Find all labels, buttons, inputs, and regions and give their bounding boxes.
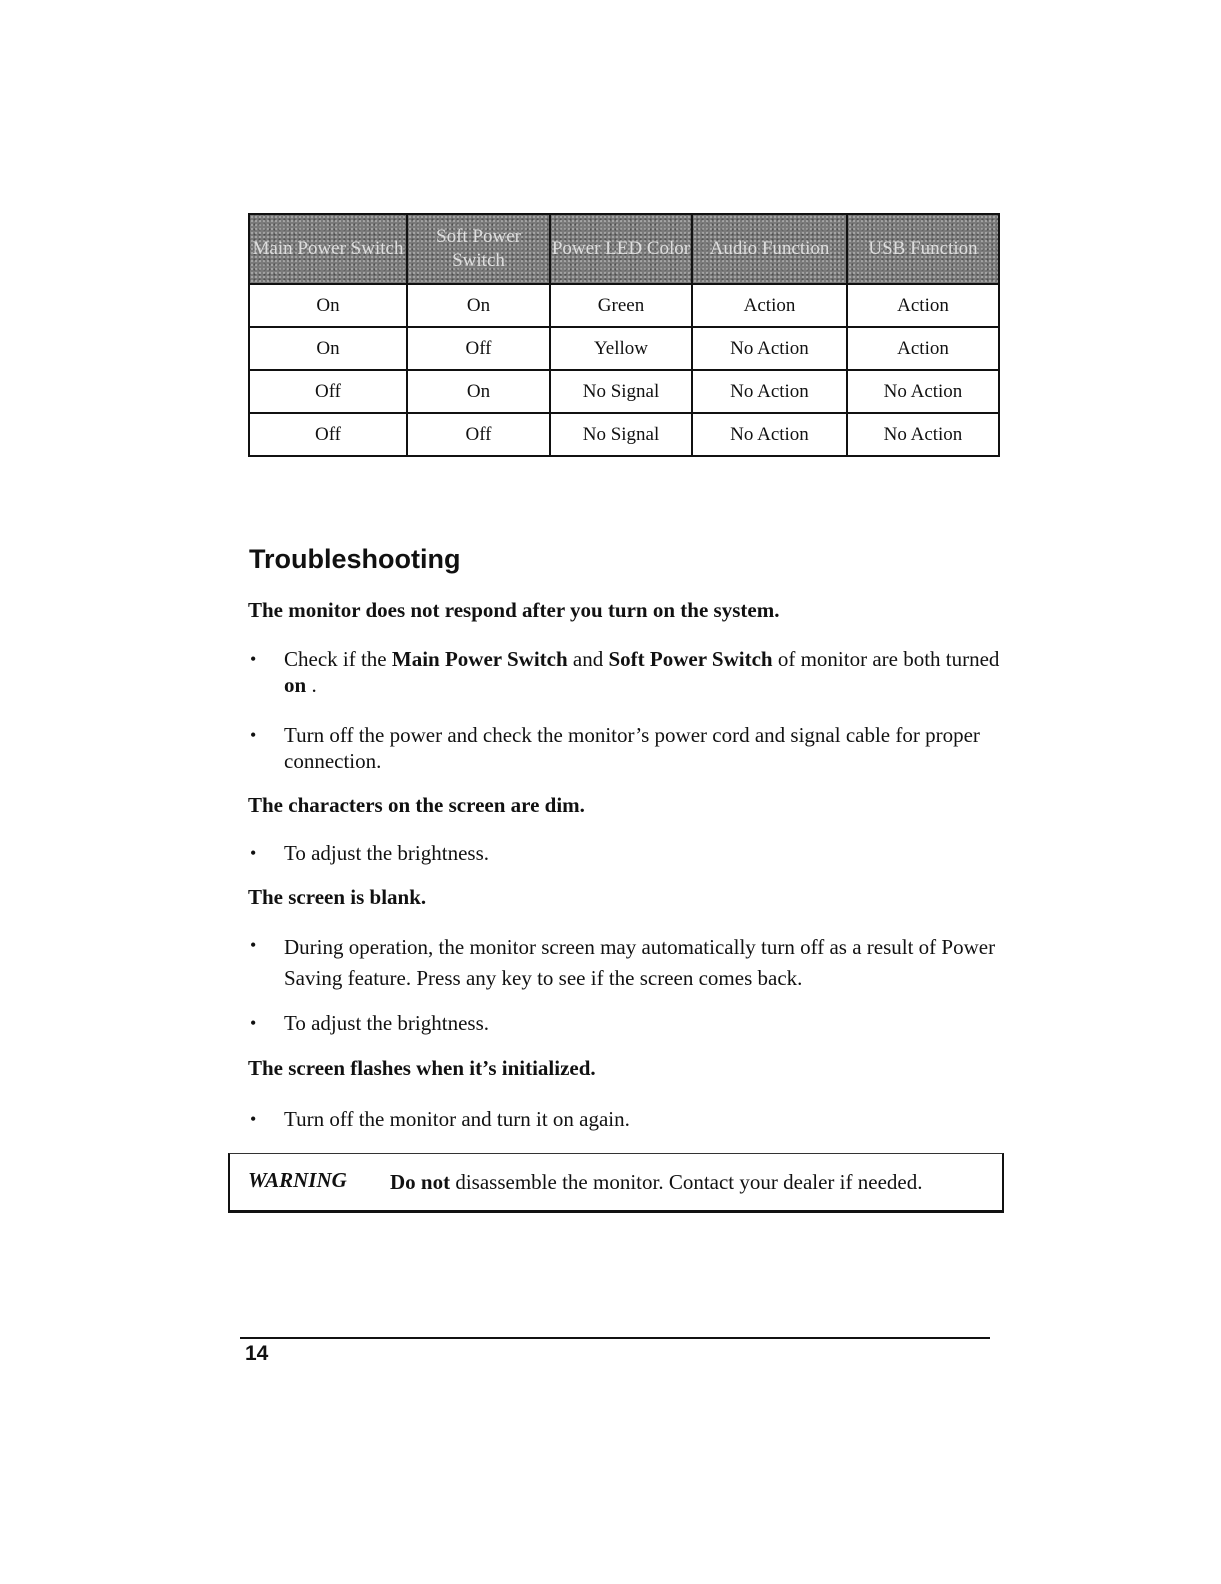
table-cell: Off: [249, 413, 407, 456]
table-cell: Yellow: [550, 327, 692, 370]
header-soft-power-switch: Soft Power Switch: [407, 214, 550, 284]
term-soft-power-switch: Soft Power Switch: [608, 647, 773, 671]
table-row: [249, 284, 999, 327]
header-main-power-switch: Main Power Switch: [249, 214, 407, 284]
table-row: [249, 413, 999, 456]
header-power-led-color: Power LED Color: [550, 214, 692, 284]
list-item-text: Check if the Main Power Switch and Soft Power Switch of monitor are both turned on .: [284, 647, 1000, 697]
term-on: on: [284, 673, 307, 697]
table-cell: Off: [407, 413, 550, 456]
table-cell: Green: [550, 284, 692, 327]
list-item-text: Turn off the monitor and turn it on again.: [284, 1107, 630, 1131]
problem-title-flashes: The screen flashes when it’s initialized.: [248, 1056, 596, 1080]
table-header-row: [249, 214, 999, 284]
bullet-icon: •: [250, 725, 257, 745]
list-item-text: To adjust the brightness.: [284, 1011, 490, 1035]
list-item-text: During operation, the monitor screen may automatically turn off as a result of Power Saving feature. Press any key to see if the screen comes back.: [284, 935, 996, 990]
section-title: Troubleshooting: [249, 544, 461, 574]
table-cell: On: [249, 284, 407, 327]
table-row: [249, 370, 999, 413]
list-item-text: To adjust the brightness.: [284, 841, 490, 865]
table-cell: No Action: [692, 370, 847, 413]
bullet-icon: •: [250, 1013, 257, 1033]
footer-rule: [240, 1337, 990, 1339]
bullet-icon: •: [250, 1109, 257, 1129]
table-cell: Off: [407, 327, 550, 370]
power-status-table: [248, 213, 1000, 457]
table-cell: No Action: [692, 327, 847, 370]
table-cell: No Action: [847, 370, 999, 413]
problem-title-blank: The screen is blank.: [248, 885, 427, 909]
table-cell: No Signal: [550, 370, 692, 413]
bullet-icon: •: [250, 935, 257, 955]
header-usb-function: USB Function: [847, 214, 999, 284]
page-number: 14: [245, 1342, 269, 1365]
table-cell: No Action: [692, 413, 847, 456]
warning-label: WARNING: [248, 1168, 347, 1192]
warning-emphasis: Do not: [390, 1170, 451, 1194]
table-cell: On: [407, 284, 550, 327]
problem-title-no-response: The monitor does not respond after you turn on the system.: [248, 598, 780, 622]
table-cell: On: [249, 327, 407, 370]
bullet-icon: •: [250, 649, 257, 669]
problem-title-dim: The characters on the screen are dim.: [248, 793, 585, 817]
table-cell: Action: [847, 284, 999, 327]
table-cell: No Action: [847, 413, 999, 456]
table-row: [249, 327, 999, 370]
warning-box: [228, 1153, 1004, 1213]
table-cell: Off: [249, 370, 407, 413]
table-cell: On: [407, 370, 550, 413]
bullet-icon: •: [250, 843, 257, 863]
header-audio-function: Audio Function: [692, 214, 847, 284]
list-item-text: Turn off the power and check the monitor’s power cord and signal cable for proper connection.: [284, 723, 980, 773]
term-main-power-switch: Main Power Switch: [391, 647, 568, 671]
table-cell: Action: [692, 284, 847, 327]
table-cell: No Signal: [550, 413, 692, 456]
warning-text: Do not disassemble the monitor. Contact your dealer if needed.: [390, 1170, 923, 1194]
table-cell: Action: [847, 327, 999, 370]
